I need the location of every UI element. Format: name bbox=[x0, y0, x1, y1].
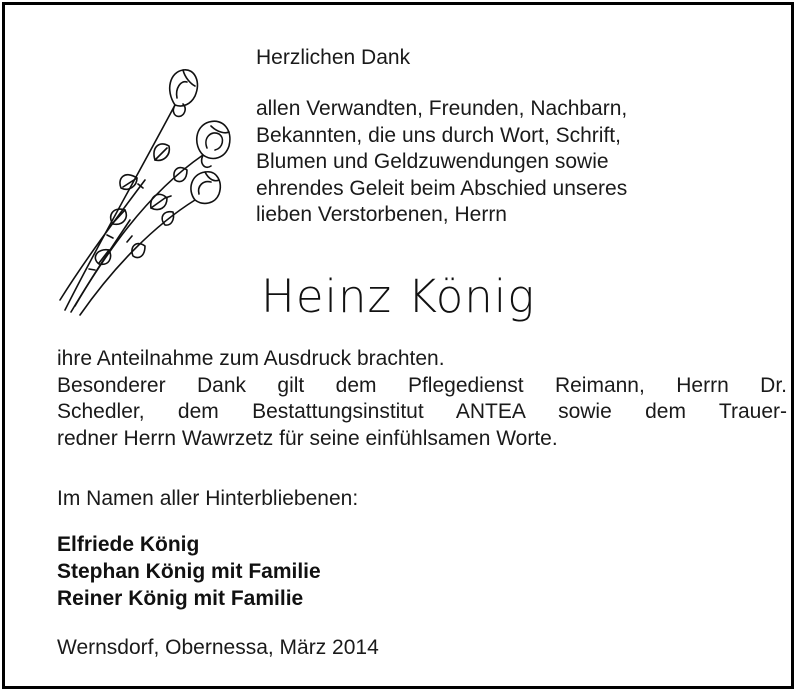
intro-line: ehrendes Geleit beim Abschied unseres bbox=[256, 176, 628, 200]
signer-name: Elfriede König bbox=[57, 533, 200, 556]
thanks-paragraph bbox=[57, 346, 787, 452]
body-line: ihre Anteilnahme zum Ausdruck brachten. bbox=[57, 347, 445, 370]
signer-name: Reiner König mit Familie bbox=[57, 587, 304, 610]
body-line: redner Herrn Wawrzetz für seine einfühlsamen Worte. bbox=[57, 426, 558, 450]
body-line: Besonderer Dank gilt dem Pflegedienst Reimann, Herrn Dr. bbox=[57, 373, 787, 397]
notice-heading: Herzlichen Dank bbox=[256, 46, 411, 69]
intro-line: Bekannten, die uns durch Wort, Schrift, bbox=[256, 123, 621, 147]
deceased-name: Heinz König bbox=[261, 270, 536, 323]
roses-illustration-icon bbox=[25, 60, 245, 325]
intro-line: lieben Verstorbenen, Herrn bbox=[256, 203, 507, 226]
notice-frame bbox=[2, 2, 794, 689]
intro-line: Blumen und Geldzuwendungen sowie bbox=[256, 150, 609, 173]
place-date-line: Wernsdorf, Obernessa, März 2014 bbox=[57, 636, 379, 659]
intro-paragraph bbox=[256, 96, 627, 229]
on-behalf-line: Im Namen aller Hinterbliebenen: bbox=[57, 487, 359, 510]
intro-line: allen Verwandten, Freunden, Nachbarn, bbox=[256, 97, 628, 120]
signer-name: Stephan König mit Familie bbox=[57, 560, 321, 583]
body-line: Schedler, dem Bestattungsinstitut ANTEA sowie dem Trauer- bbox=[57, 400, 787, 423]
signers-list bbox=[57, 531, 321, 612]
